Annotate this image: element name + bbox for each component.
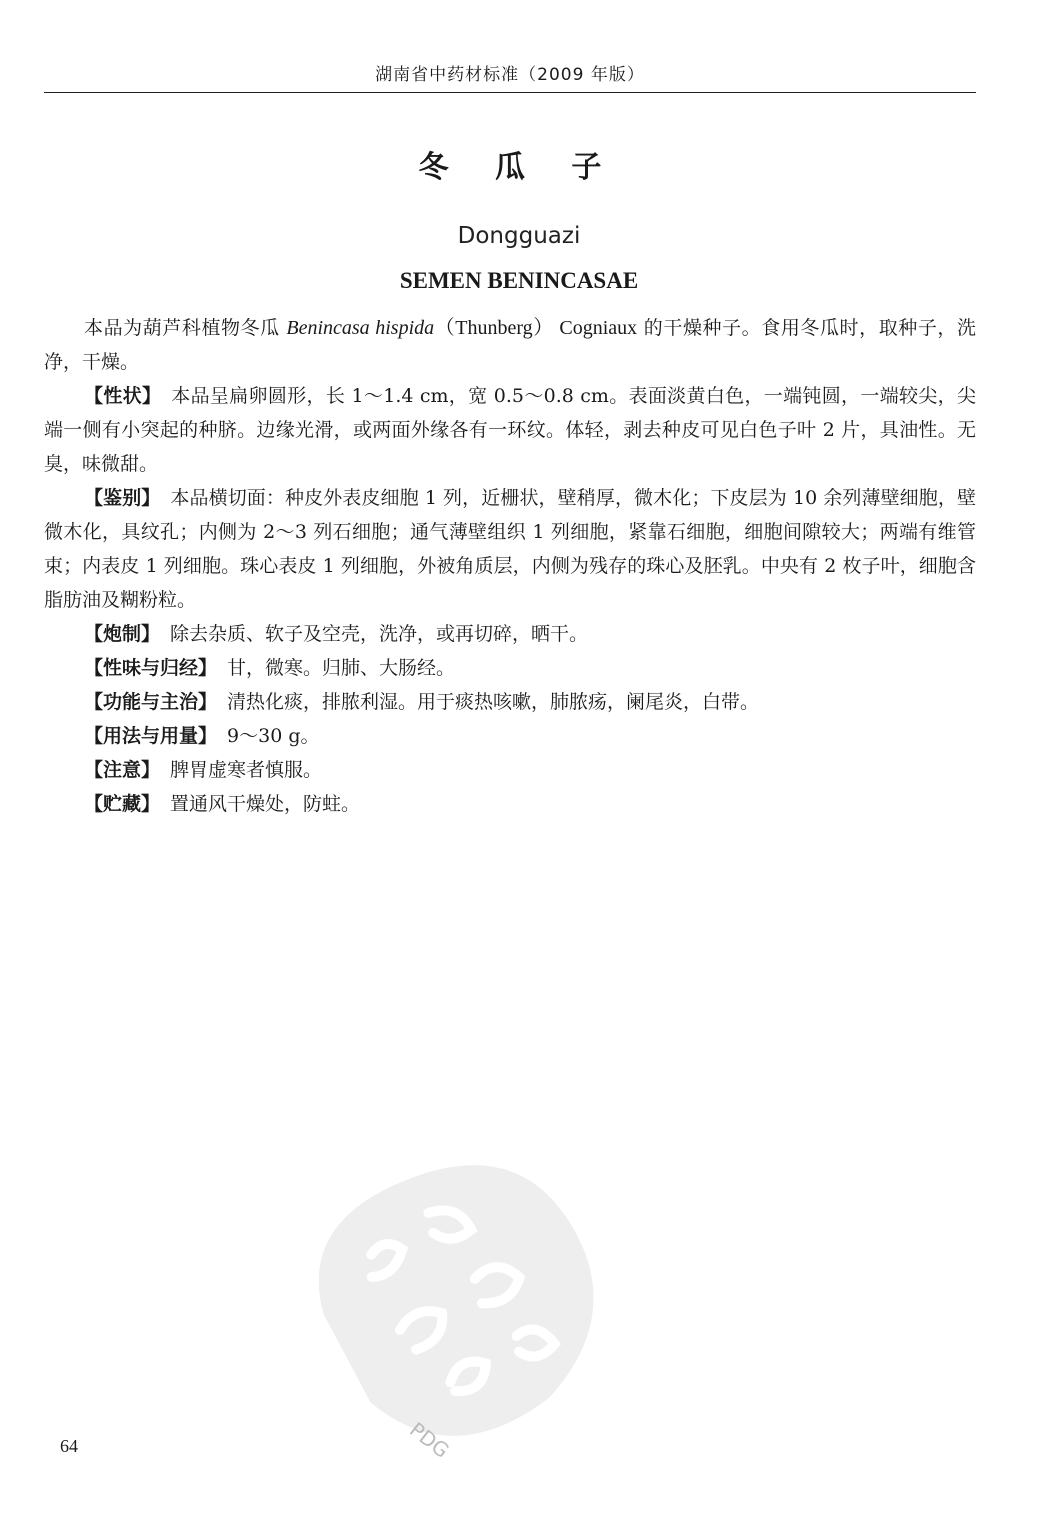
section-text: 9～30 g。 [227,725,320,747]
section-label: 【鉴别】 [84,487,161,509]
section-label: 【贮藏】 [84,793,161,815]
section-label: 【性味与归经】 [84,657,218,679]
watermark-pdg: PDG [405,1417,454,1463]
section-text: 置通风干燥处，防蛀。 [170,793,361,815]
section-label: 【注意】 [84,759,161,781]
section-processing [44,617,976,651]
title-chinese: 冬 瓜 子 [418,150,620,185]
section-caution [44,753,976,787]
section-storage [44,787,976,821]
intro-text-after: 的干燥种子。食用冬瓜时，取种子，洗净，干燥。 [44,317,976,373]
running-header: 湖南省中药材标准（2009 年版） [375,65,645,85]
seal-watermark-icon [232,1072,678,1518]
section-function-indication [44,685,976,719]
section-text: 本品呈扁卵圆形，长 1～1.4 cm，宽 0.5～0.8 cm。表面淡黄白色，一端钝圆，一端较尖，尖端一侧有小突起的种脐。边缘光滑，或两面外缘各有一环纹。体轻，剥去种皮可见白色子叶 2 片，具油性。无臭，味微甜。 [44,385,976,475]
section-text: 甘，微寒。归肺、大肠经。 [227,657,456,679]
intro-text-before: 本品为葫芦科植物冬瓜 [84,317,287,339]
title-latin: SEMEN BENINCASAE [399,268,639,293]
section-usage-dosage [44,719,976,753]
section-description [44,379,976,481]
species-authority: （Thunberg） Cogniaux [434,317,638,339]
section-text: 除去杂质、软子及空壳，洗净，或再切碎，晒干。 [170,623,589,645]
section-label: 【性状】 [84,385,162,407]
section-text: 脾胃虚寒者慎服。 [170,759,323,781]
page-number: 64 [60,1436,78,1456]
section-text: 清热化痰，排脓利湿。用于痰热咳嗽，肺脓疡，阑尾炎，白带。 [227,691,760,713]
title-pinyin: Dongguazi [457,223,581,249]
header-rule [44,92,976,93]
intro-paragraph [44,311,976,379]
section-property-meridian [44,651,976,685]
monograph-body [44,311,976,821]
section-label: 【炮制】 [84,623,161,645]
species-name: Benincasa hispida [286,317,435,339]
section-label: 【功能与主治】 [84,691,218,713]
section-identification [44,481,976,617]
section-label: 【用法与用量】 [84,725,218,747]
section-text: 本品横切面：种皮外表皮细胞 1 列，近栅状，壁稍厚，微木化；下皮层为 10 余列薄壁细胞，壁微木化，具纹孔；内侧为 2～3 列石细胞；通气薄壁组织 1 列细胞，紧靠石细胞，细胞间隙较大；两端有维管束；内表皮 1 列细胞。珠心表皮 1 列细胞，外被角质层，内侧为残存的珠心及胚乳。中央有 2 枚子叶，细胞含脂肪油及糊粉粒。 [44,487,976,611]
